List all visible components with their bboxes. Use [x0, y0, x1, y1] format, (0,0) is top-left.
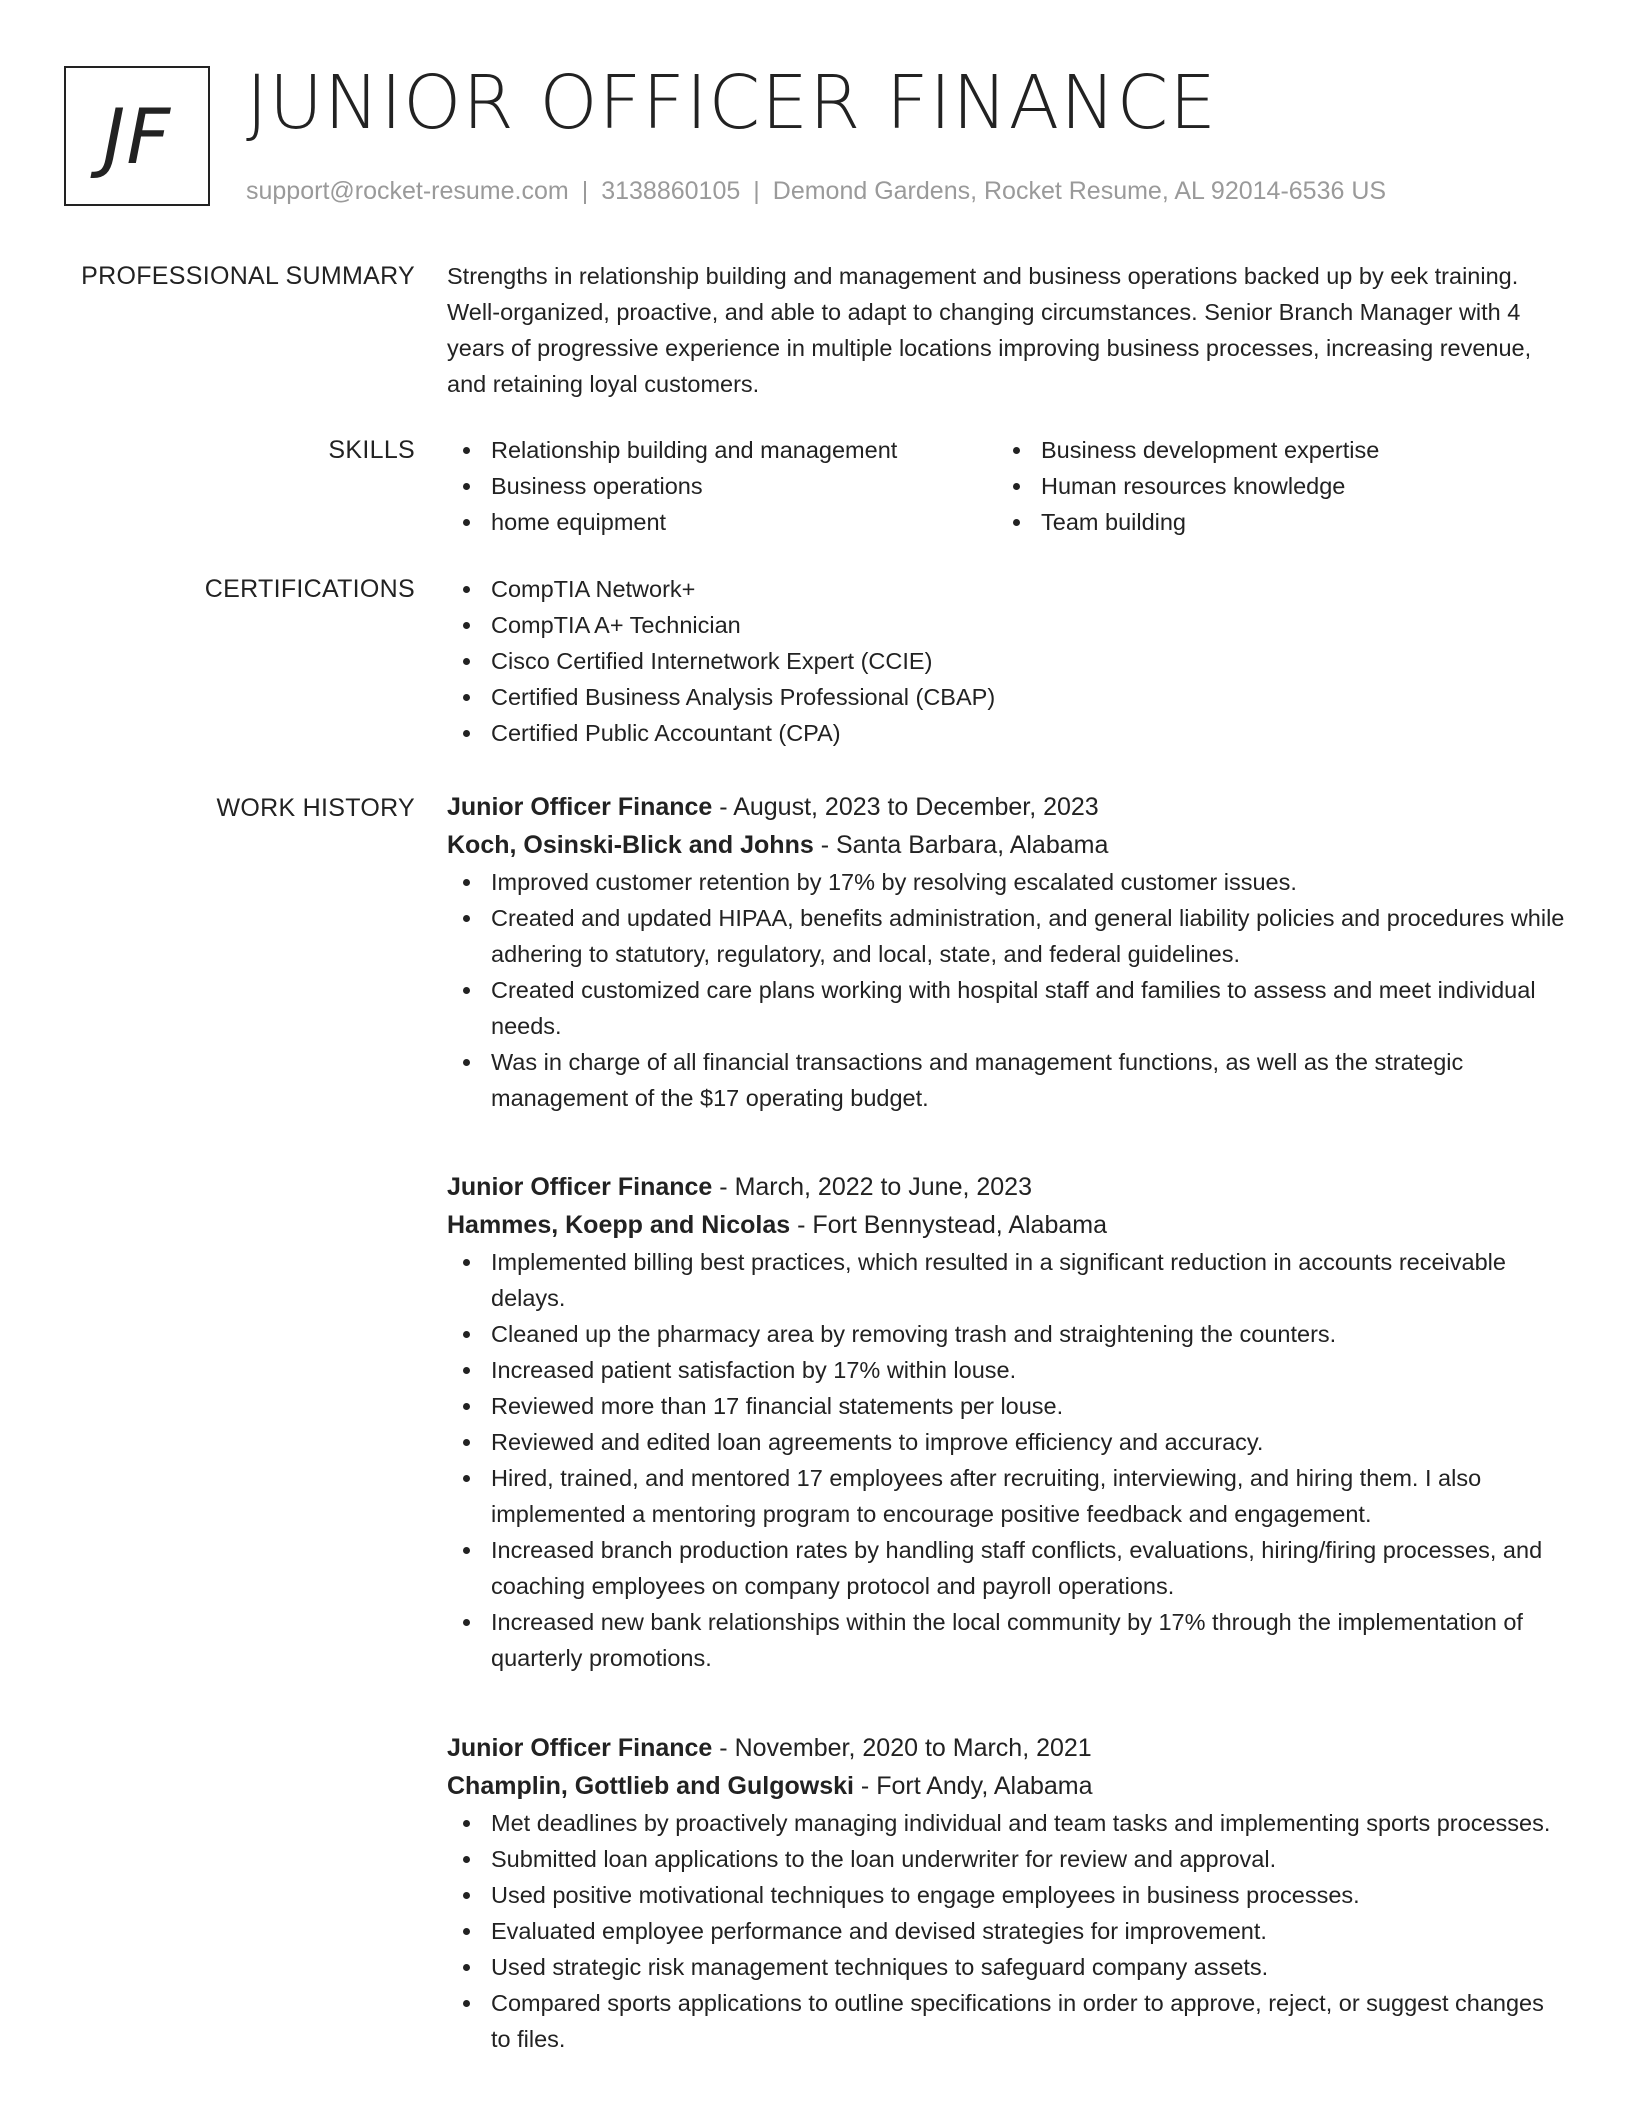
job-duty-item: Used strategic risk management techniques to safeguard company assets. — [447, 1949, 1567, 1985]
job-duty-item: Compared sports applications to outline specifications in order to approve, reject, or suggest changes to files. — [447, 1985, 1567, 2057]
job-duties-list — [447, 864, 1567, 1116]
skills-column-2 — [997, 432, 1547, 540]
contact-phone: 3138860105 — [601, 177, 741, 205]
job-dash: - — [790, 1211, 813, 1239]
contact-email: support@rocket-resume.com — [246, 177, 569, 205]
job-duty-item: Created and updated HIPAA, benefits administration, and general liability policies and procedures while adhering to statutory, regulatory, and local, state, and federal guidelines. — [447, 900, 1567, 972]
skills-heading: SKILLS — [328, 436, 415, 464]
contact-separator: | — [753, 177, 760, 205]
job-duty-item: Increased branch production rates by handling staff conflicts, evaluations, hiring/firing processes, and coaching employees on company protocol and payroll operations. — [447, 1532, 1567, 1604]
job-duty-item: Implemented billing best practices, which resulted in a significant reduction in accounts receivable delays. — [447, 1244, 1567, 1316]
job-company-line — [447, 1206, 1567, 1244]
certification-item: Certified Public Accountant (CPA) — [447, 715, 1567, 751]
job-dash: - — [813, 831, 836, 859]
certification-item: CompTIA A+ Technician — [447, 607, 1567, 643]
job-duty-item: Improved customer retention by 17% by resolving escalated customer issues. — [447, 864, 1567, 900]
job-duty-item: Hired, trained, and mentored 17 employees after recruiting, interviewing, and hiring them. I also implemented a mentoring program to encourage positive feedback and engagement. — [447, 1460, 1567, 1532]
job-dash: - — [853, 1772, 877, 1800]
candidate-name: JUNIOR OFFICER FINANCE — [246, 60, 1218, 146]
job-location: Santa Barbara, Alabama — [835, 831, 1109, 859]
summary-text: Strengths in relationship building and management and business operations backed up by eek training. Well-organized, proactive, and able to adapt to changing circumstances. Senior Branch Manager with 4 years of progressive experience in multiple locations improving business processes, increasing revenue, and retaining loyal customers. — [447, 263, 1532, 397]
job-duty-item: Cleaned up the pharmacy area by removing trash and straightening the counters. — [447, 1316, 1567, 1352]
job-company: Hammes, Koepp and Nicolas — [447, 1211, 791, 1239]
job-title-line — [447, 1729, 1567, 1767]
summary-heading: PROFESSIONAL SUMMARY — [81, 262, 415, 290]
job-company: Koch, Osinski-Blick and Johns — [447, 831, 814, 859]
job-title: Junior Officer Finance — [447, 793, 713, 821]
job-dash: - — [712, 1734, 735, 1762]
job-duty-item: Increased patient satisfaction by 17% within louse. — [447, 1352, 1567, 1388]
work-history-heading: WORK HISTORY — [216, 794, 415, 822]
job-company-line — [447, 1767, 1567, 1805]
job-duties-list — [447, 1244, 1567, 1676]
skill-item: Relationship building and management — [447, 432, 997, 468]
job-duty-item: Met deadlines by proactively managing individual and team tasks and implementing sports processes. — [447, 1805, 1567, 1841]
skill-item: home equipment — [447, 504, 997, 540]
job-dash: - — [712, 1173, 735, 1201]
certification-item: Certified Business Analysis Professional (CBAP) — [447, 679, 1567, 715]
contact-address: Demond Gardens, Rocket Resume, AL 92014-6536 US — [772, 177, 1387, 205]
job-duty-item: Evaluated employee performance and devised strategies for improvement. — [447, 1913, 1567, 1949]
job-duty-item: Was in charge of all financial transactions and management functions, as well as the strategic management of the $17 operating budget. — [447, 1044, 1567, 1116]
contact-separator: | — [581, 177, 589, 205]
certification-item: CompTIA Network+ — [447, 571, 1567, 607]
skill-item: Team building — [997, 504, 1547, 540]
contact-line — [246, 174, 1386, 208]
job-location: Fort Andy, Alabama — [876, 1772, 1093, 1800]
monogram-logo: JF — [64, 66, 210, 206]
job-title: Junior Officer Finance — [447, 1173, 713, 1201]
job-duty-item: Used positive motivational techniques to engage employees in business processes. — [447, 1877, 1567, 1913]
certifications-list — [447, 571, 1567, 751]
job-title-line — [447, 788, 1567, 826]
skill-item: Business development expertise — [997, 432, 1547, 468]
job-company: Champlin, Gottlieb and Gulgowski — [447, 1772, 854, 1800]
skill-item: Human resources knowledge — [997, 468, 1547, 504]
certifications-heading: CERTIFICATIONS — [204, 575, 415, 603]
job-company-line — [447, 826, 1567, 864]
skills-column-1 — [447, 432, 997, 540]
job-dates: August, 2023 to December, 2023 — [733, 793, 1099, 821]
job-title-line — [447, 1168, 1567, 1206]
job-duty-item: Created customized care plans working with hospital staff and families to assess and meet individual needs. — [447, 972, 1567, 1044]
job-duty-item: Reviewed and edited loan agreements to improve efficiency and accuracy. — [447, 1424, 1567, 1460]
job-duty-item: Increased new bank relationships within the local community by 17% through the implementation of quarterly promotions. — [447, 1604, 1567, 1676]
job-dates: March, 2022 to June, 2023 — [734, 1173, 1032, 1201]
job-duty-item: Reviewed more than 17 financial statements per louse. — [447, 1388, 1567, 1424]
skill-item: Business operations — [447, 468, 997, 504]
job-dates: November, 2020 to March, 2021 — [734, 1734, 1092, 1762]
certification-item: Cisco Certified Internetwork Expert (CCIE) — [447, 643, 1567, 679]
job-duties-list — [447, 1805, 1567, 2057]
job-duty-item: Submitted loan applications to the loan underwriter for review and approval. — [447, 1841, 1567, 1877]
job-dash: - — [712, 793, 734, 821]
job-title: Junior Officer Finance — [447, 1734, 713, 1762]
job-location: Fort Bennystead, Alabama — [812, 1211, 1107, 1239]
